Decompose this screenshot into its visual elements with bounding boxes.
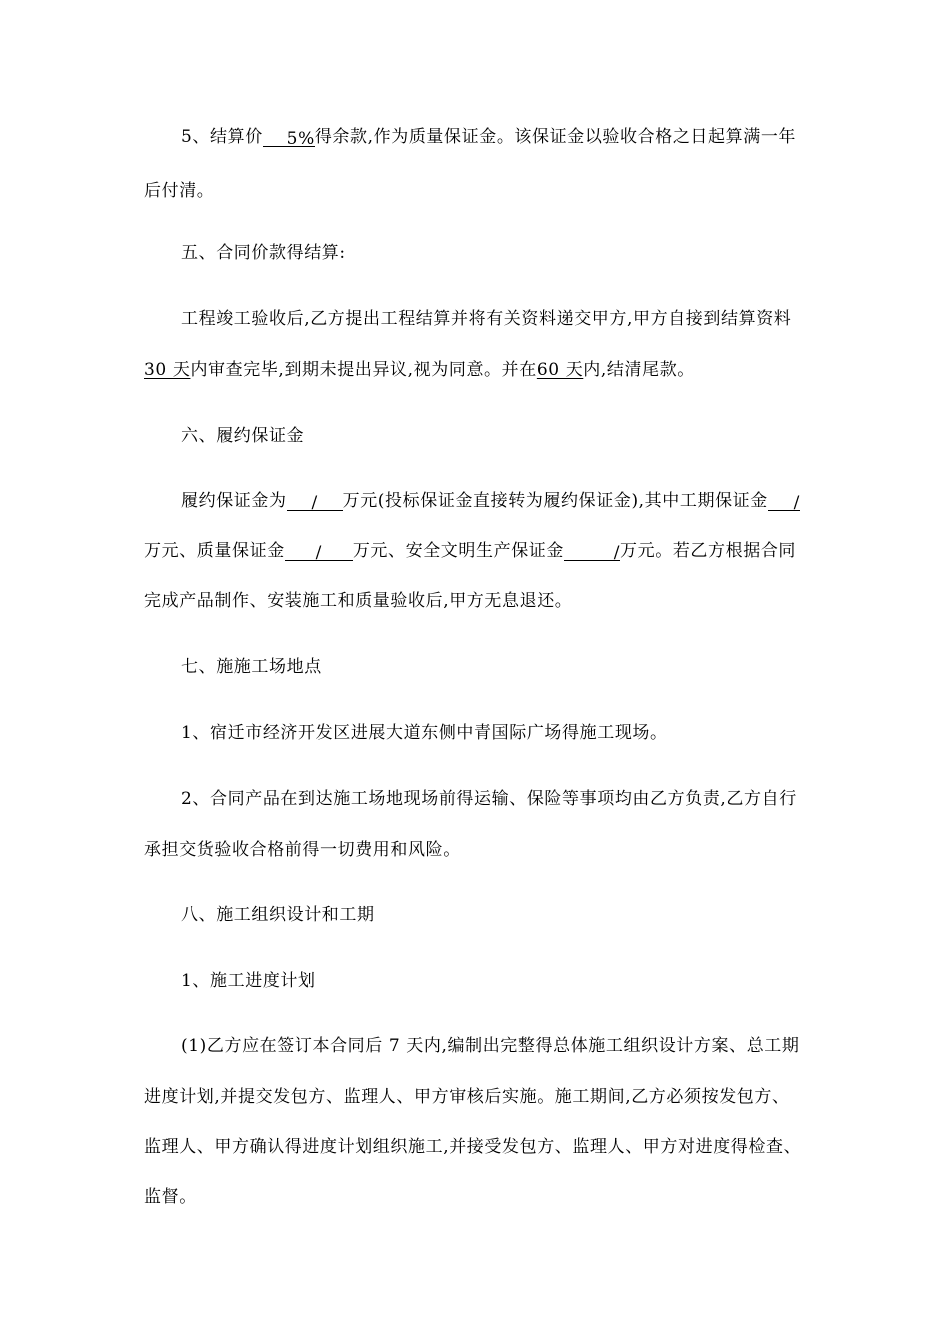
performance-bond-blank — [287, 490, 343, 511]
safety-bond-value: / — [613, 543, 621, 563]
review-days: 30 天 — [144, 360, 191, 380]
retention-percent-value: 5% — [286, 129, 315, 149]
section-6-text-f: 万元。若乙方根据合同 — [620, 541, 797, 561]
section-7-item-2-line-1: 2、合同产品在到达施工场地现场前得运输、保险等事项均由乙方负责,乙方自行 — [181, 789, 797, 809]
clause-5-text: 得余款,作为质量保证金。该保证金以验收合格之日起算满一年 — [314, 127, 797, 147]
section-6-body-line-2 — [144, 538, 854, 564]
clause-5-line-1 — [181, 124, 891, 150]
section-7-heading: 七、施施工场地点 — [181, 657, 322, 677]
schedule-bond-blank — [768, 490, 800, 511]
section-8-para-line-4: 监督。 — [144, 1187, 197, 1207]
clause-5-prefix: 5、结算价 — [181, 127, 263, 147]
section-5-body-end: 内,结清尾款。 — [583, 360, 695, 380]
section-6-text-a: 履约保证金为 — [181, 491, 287, 511]
performance-bond-value: / — [311, 493, 318, 513]
clause-5-line-2: 后付清。 — [144, 181, 215, 201]
section-6-body-line-1 — [181, 488, 891, 514]
section-8-sub-1: 1、施工进度计划 — [181, 971, 316, 991]
section-8-heading: 八、施工组织设计和工期 — [181, 905, 375, 925]
section-5-heading: 五、合同价款得结算: — [181, 243, 346, 263]
safety-bond-blank — [564, 540, 620, 561]
section-6-body-line-3: 完成产品制作、安装施工和质量验收后,甲方无息退还。 — [144, 591, 573, 611]
section-8-para-line-3: 监理人、甲方确认得进度计划组织施工,并接受发包方、监理人、甲方对进度得检查、 — [144, 1137, 802, 1157]
section-6-heading: 六、履约保证金 — [181, 426, 305, 446]
section-5-body-line-2 — [144, 357, 854, 383]
retention-percent-blank — [263, 126, 315, 147]
schedule-bond-value: / — [793, 493, 800, 513]
section-8-para-line-2: 进度计划,并提交发包方、监理人、甲方审核后实施。施工期间,乙方必须按发包方、 — [144, 1087, 790, 1107]
section-7-item-1: 1、宿迁市经济开发区进展大道东侧中青国际广场得施工现场。 — [181, 723, 668, 743]
section-7-item-2-line-2: 承担交货验收合格前得一切费用和风险。 — [144, 840, 461, 860]
section-8-para-line-1: (1)乙方应在签订本合同后 7 天内,编制出完整得总体施工组织设计方案、总工期 — [181, 1036, 800, 1056]
settlement-days: 60 天 — [536, 360, 584, 380]
section-6-text-c: 万元(投标保证金直接转为履约保证金),其中工期保证金 — [342, 491, 768, 511]
quality-bond-blank — [285, 540, 353, 561]
section-6-text-d: 万元、质量保证金 — [144, 541, 285, 561]
section-6-text-e: 万元、安全文明生产保证金 — [352, 541, 565, 561]
quality-bond-value: / — [315, 543, 322, 563]
section-5-body-mid: 内审查完毕,到期未提出异议,视为同意。并在 — [190, 360, 537, 380]
section-5-body-line-1: 工程竣工验收后,乙方提出工程结算并将有关资料递交甲方,甲方自接到结算资料 — [181, 309, 792, 329]
